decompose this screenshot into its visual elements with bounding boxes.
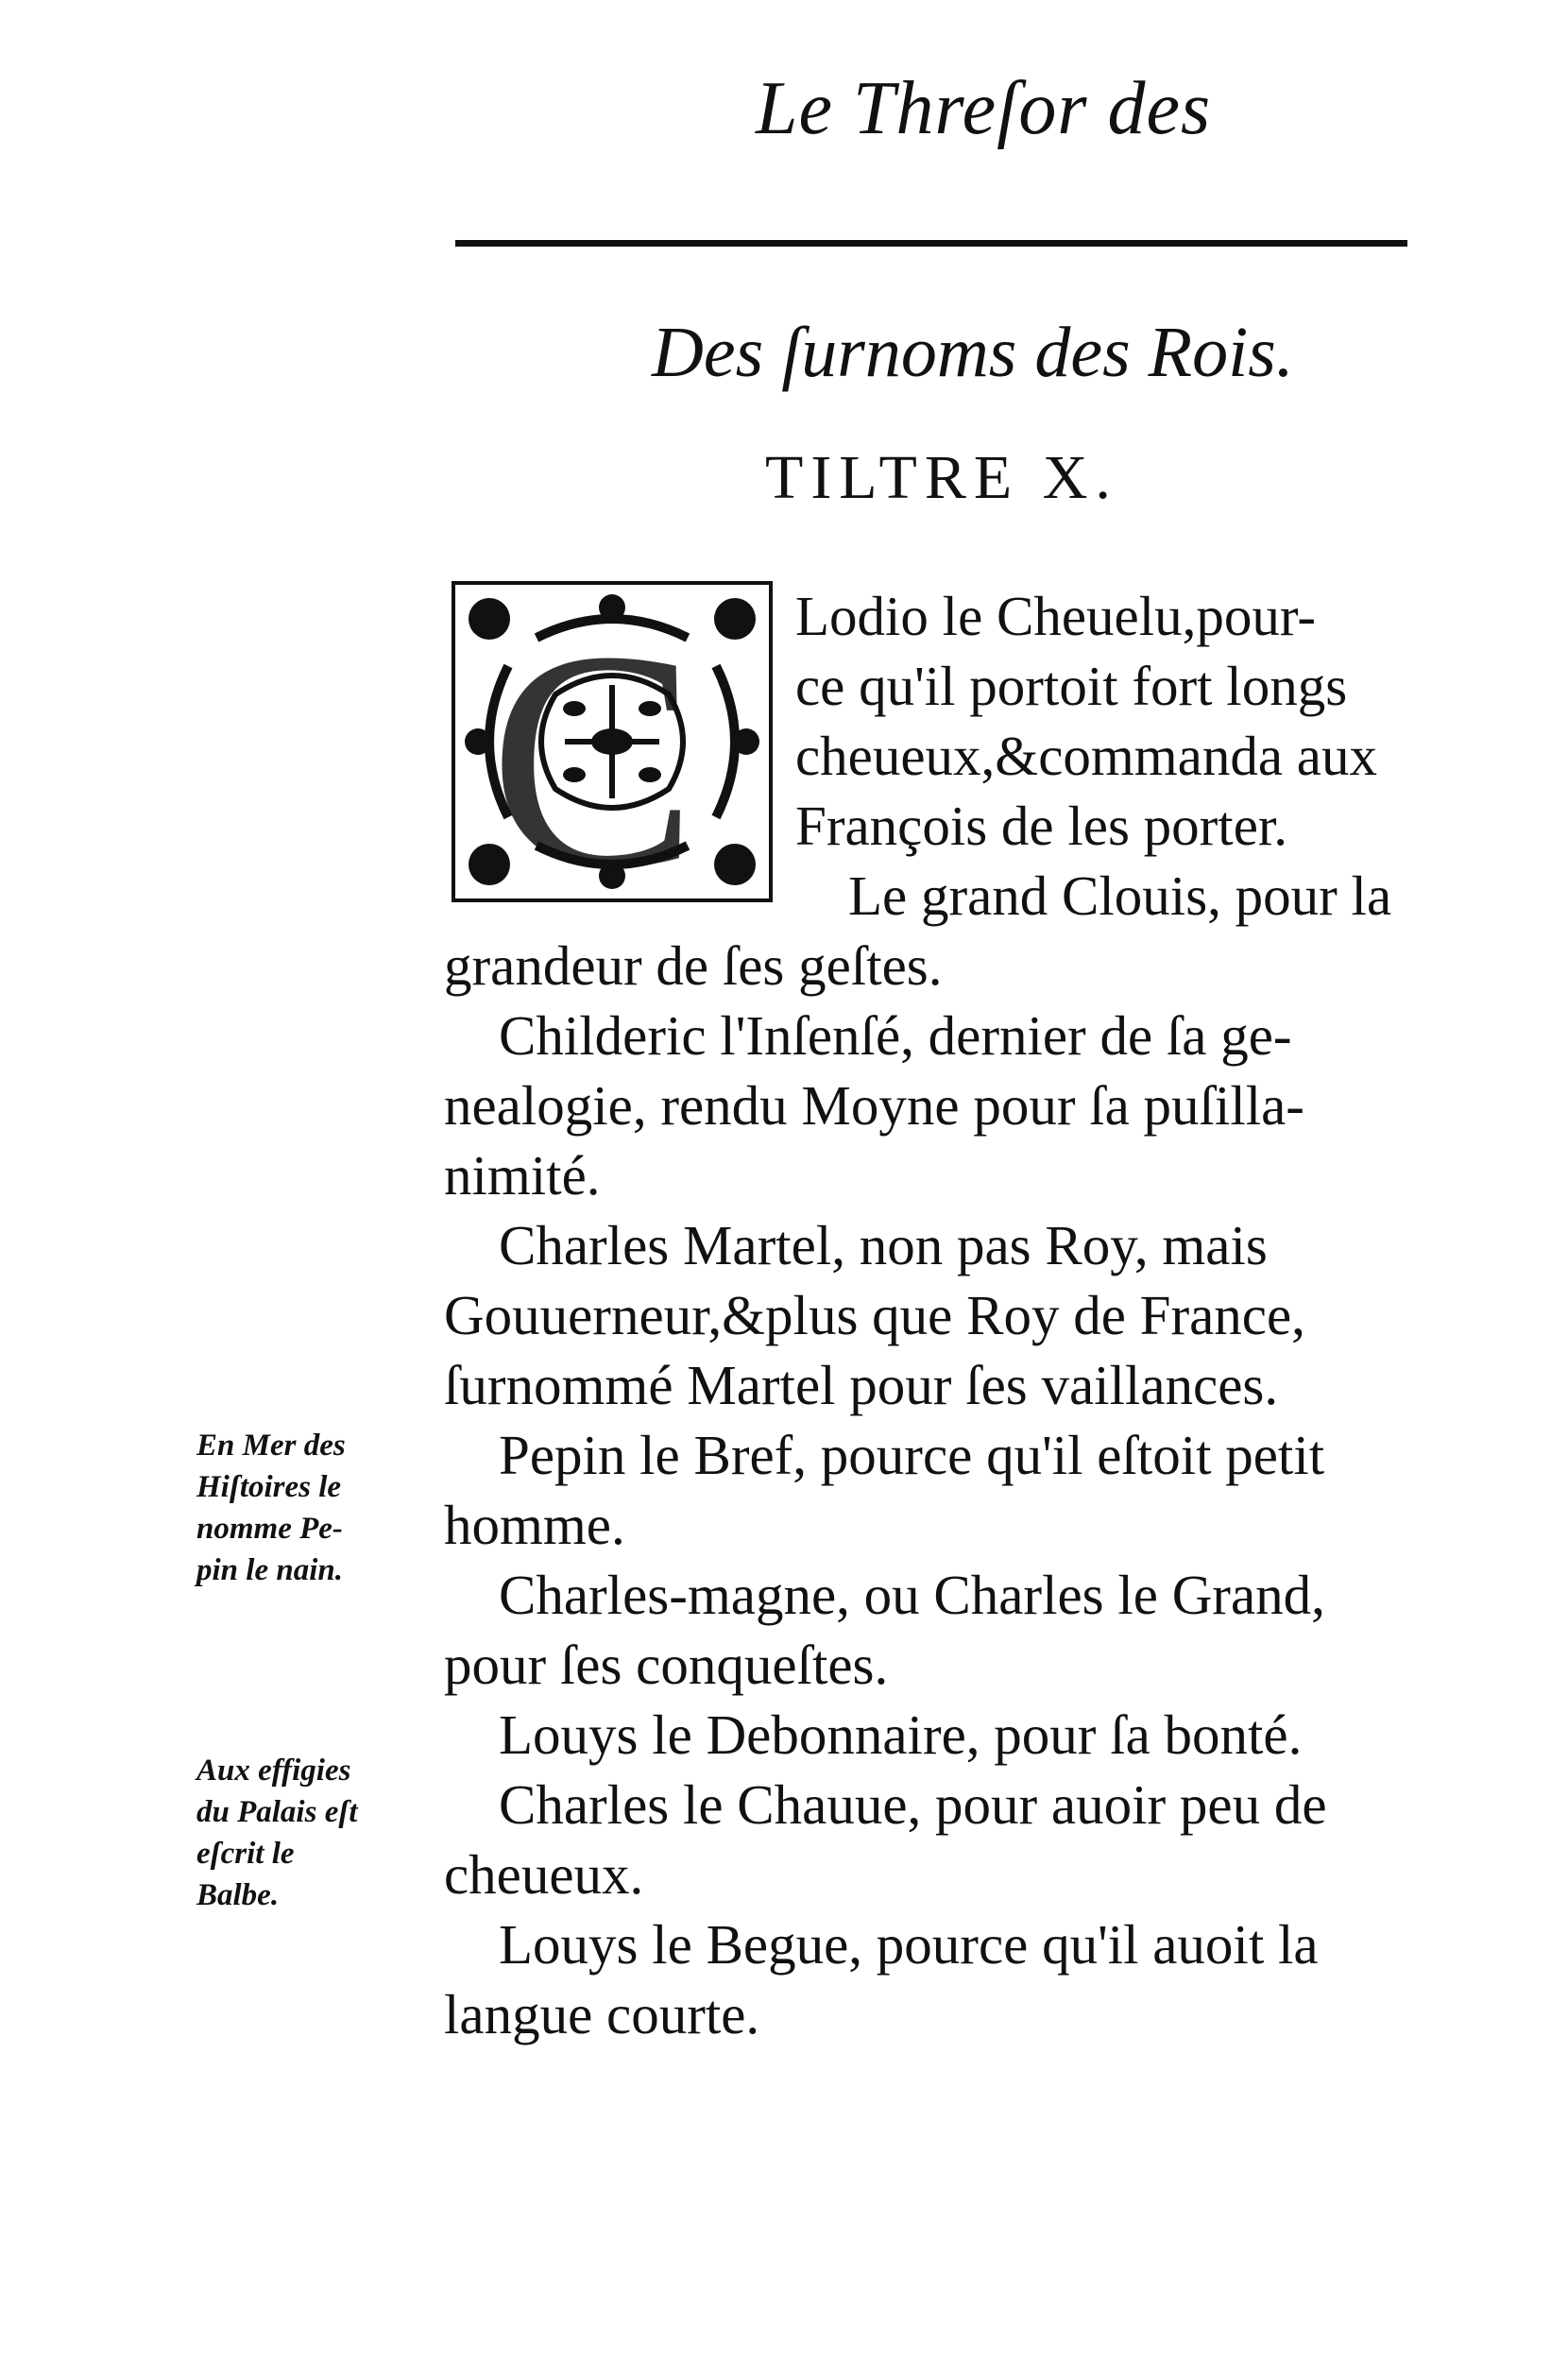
text-line: ſurnommé Martel pour ſes vaillances. — [444, 1354, 1279, 1416]
title-number: TILTRE X. — [765, 443, 1118, 512]
text-line: Pepin le Bref, pource qu'il eſtoit petit — [499, 1424, 1325, 1486]
text-line: Charles le Chauue, pour auoir peu de — [499, 1773, 1327, 1836]
ornament-initial-icon — [452, 581, 773, 902]
text-line: ce qu'il portoit fort longs — [795, 655, 1348, 717]
text-line: homme. — [444, 1494, 625, 1556]
margin-note-pepin: En Mer des Hiſtoires le nomme Pe- pin le nain. — [196, 1429, 346, 1587]
text-line: François de les porter. — [795, 795, 1288, 857]
text-line: langue courte. — [444, 1983, 760, 2045]
text-line: Charles-magne, ou Charles le Grand, — [499, 1564, 1325, 1626]
text-line: Louys le Debonnaire, pour ſa bonté. — [499, 1703, 1303, 1766]
text-line: nimité. — [444, 1144, 601, 1207]
text-line: Childeric l'Inſenſé, dernier de ſa ge- — [499, 1004, 1292, 1067]
decorated-initial — [452, 581, 773, 902]
text-line: Charles Martel, non pas Roy, mais — [499, 1214, 1268, 1276]
text-line: pour ſes conqueſtes. — [444, 1634, 889, 1696]
text-line: Gouuerneur,&plus que Roy de France, — [444, 1284, 1305, 1346]
chapter-title: Des ſurnoms des Rois. — [652, 313, 1294, 392]
text-line: cheueux. — [444, 1843, 644, 1906]
header-rule — [455, 240, 1407, 247]
text-line: Lodio le Cheuelu,pour- — [795, 585, 1316, 647]
text-line: nealogie, rendu Moyne pour ſa puſilla- — [444, 1074, 1304, 1137]
margin-note-effigies: Aux effigies du Palais eſt eſcrit le Balbe. — [196, 1754, 358, 1912]
text-line: Le grand Clouis, pour la — [848, 864, 1392, 927]
text-line: grandeur de ſes geſtes. — [444, 934, 943, 997]
running-head: Le Threſor des — [756, 67, 1212, 150]
text-line: Louys le Begue, pource qu'il auoit la — [499, 1913, 1319, 1976]
text-line: cheueux,&commanda aux — [795, 725, 1377, 787]
initial-letter: C — [488, 588, 698, 902]
